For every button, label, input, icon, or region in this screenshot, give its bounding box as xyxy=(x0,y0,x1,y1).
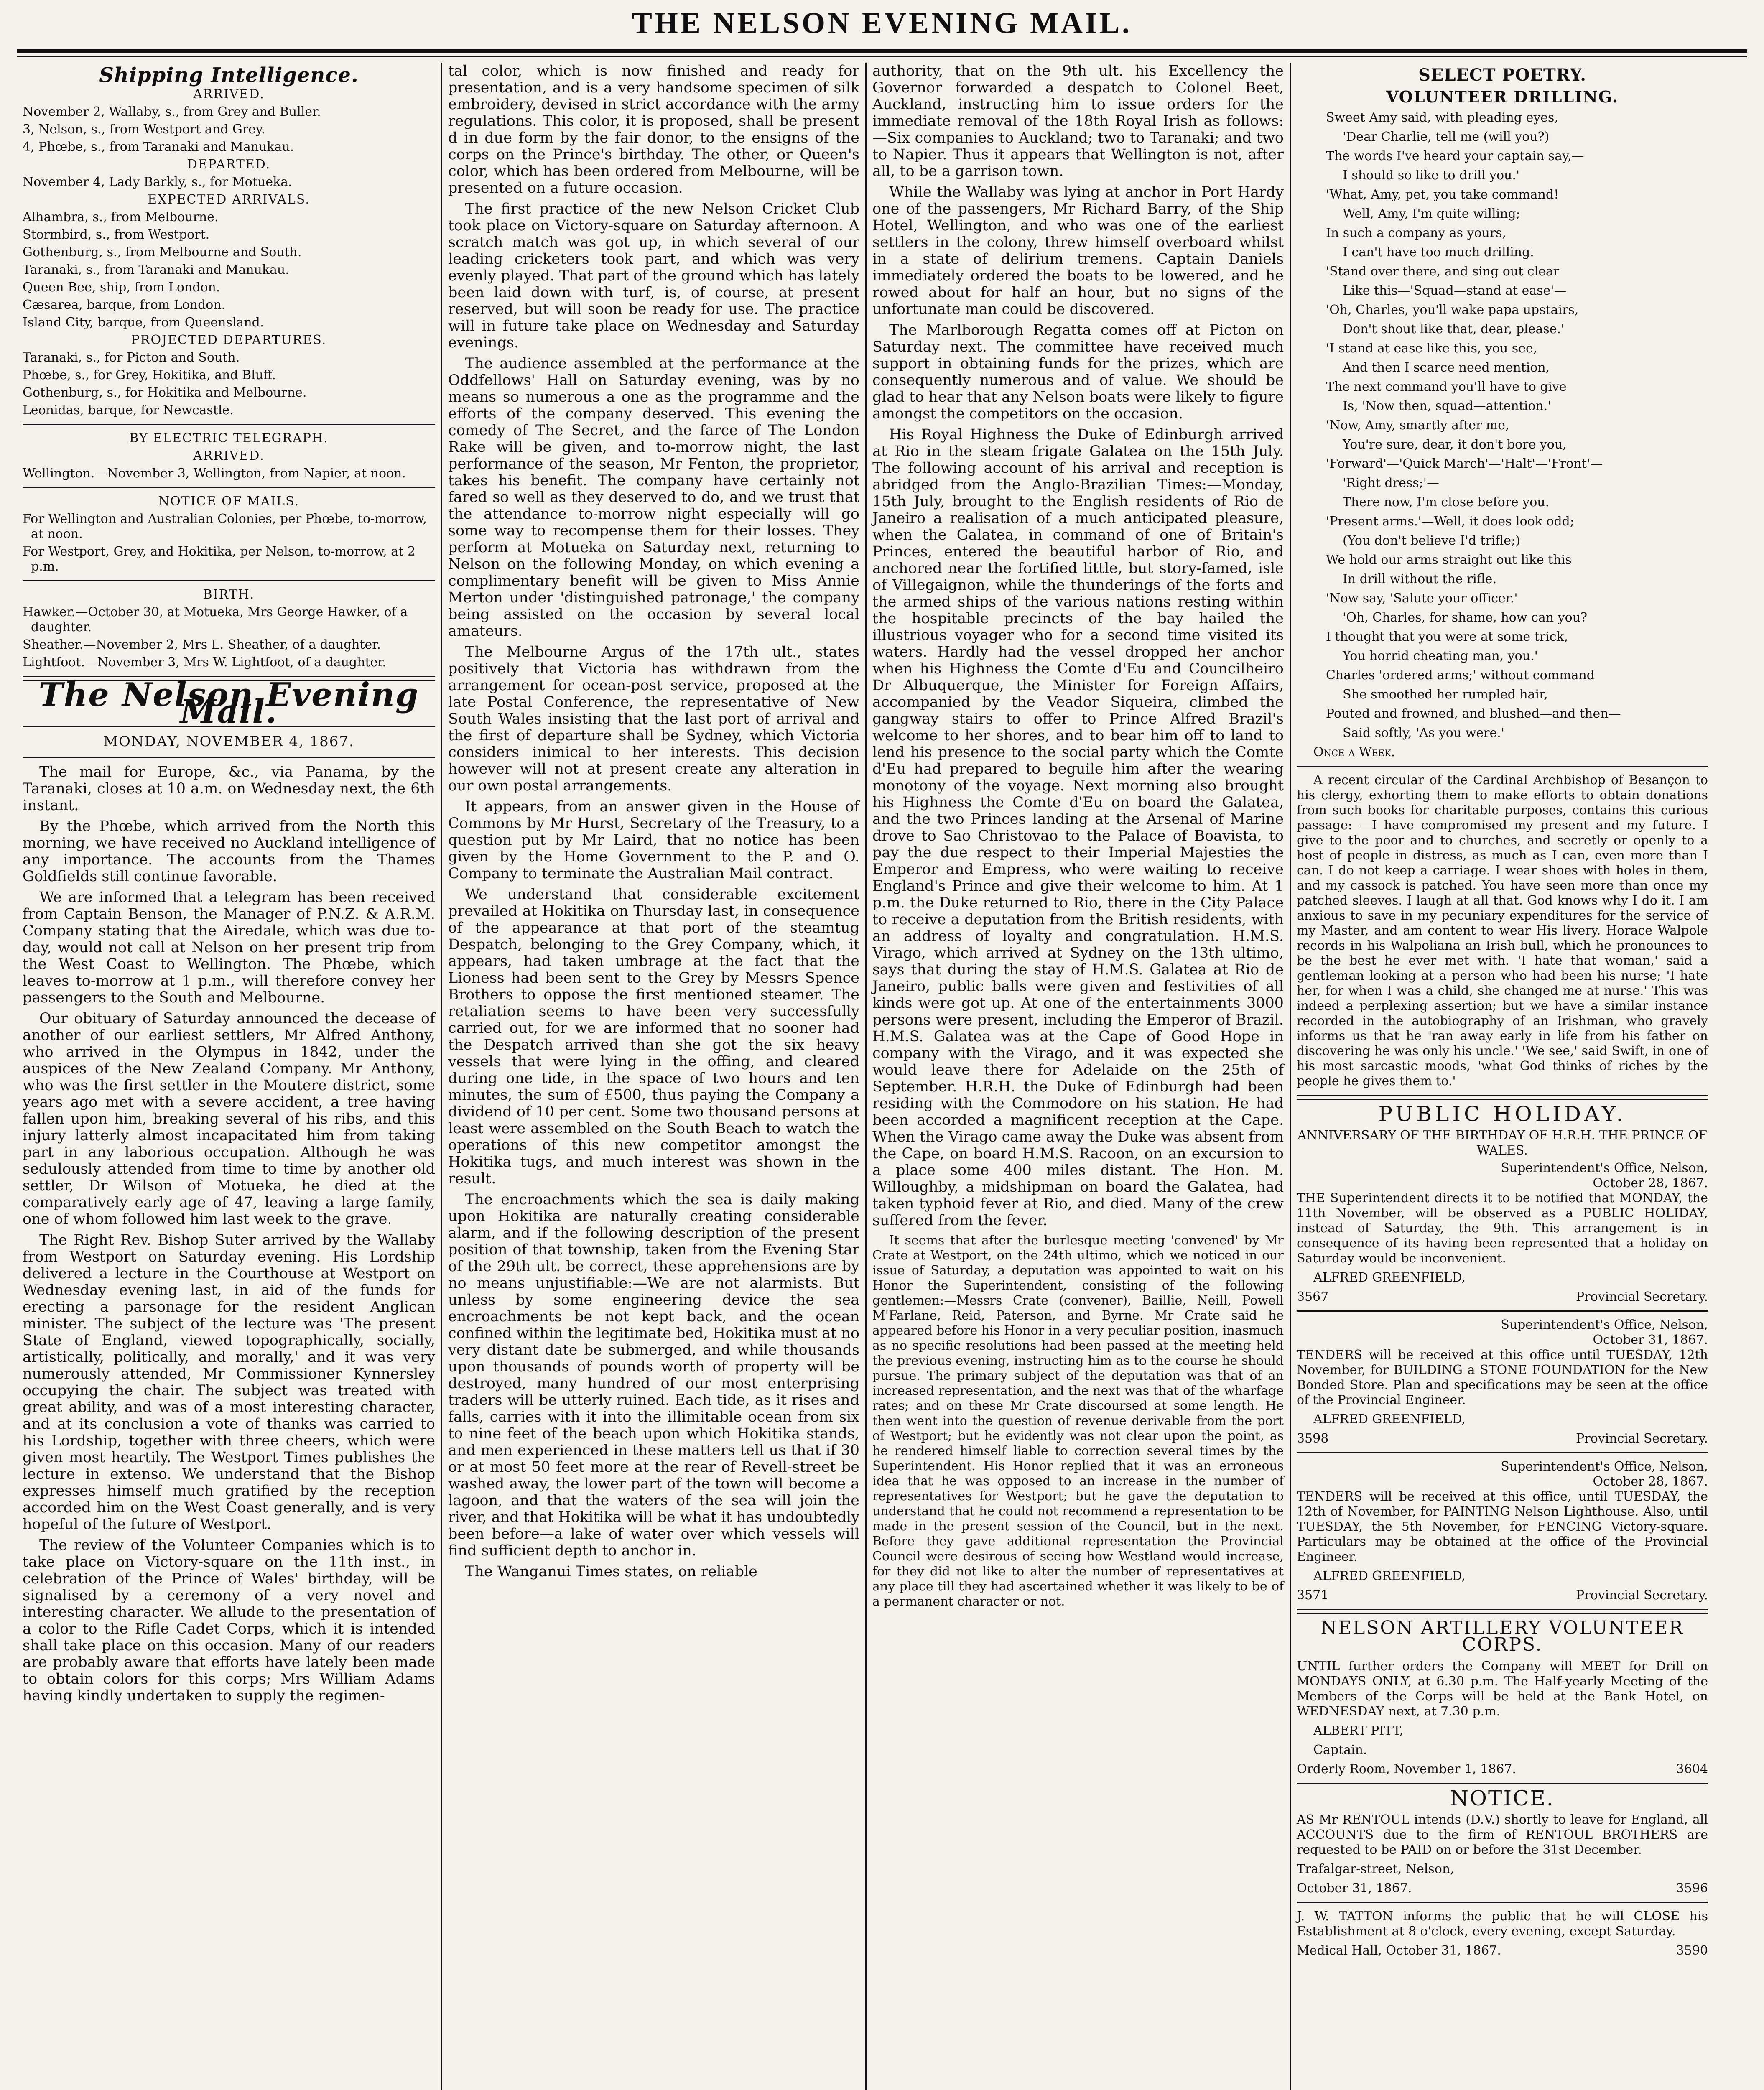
telegraph-heading: BY ELECTRIC TELEGRAPH. xyxy=(129,431,329,446)
poem-line: In such a company as yours, xyxy=(1326,226,1507,240)
mails-heading: NOTICE OF MAILS. xyxy=(158,494,300,509)
advert-footer xyxy=(1297,1290,1708,1305)
birth-item: Lightfoot.—November 3, Mrs W. Lightfoot, of a daughter. xyxy=(23,655,386,670)
issue-date: MONDAY, NOVEMBER 4, 1867. xyxy=(103,733,354,750)
poem-line: 'Present arms.'—Well, it does look odd; xyxy=(1326,514,1574,529)
advert-footer xyxy=(1297,1431,1708,1446)
artillery-heading: NELSON ARTILLERY VOLUNTEER CORPS. xyxy=(1320,1617,1684,1655)
advert-text: J. W. TATTON informs the public that he will CLOSE his Establishment at 8 o'clock, every evening, except Saturday. xyxy=(1297,1909,1708,1939)
poem-line: I can't have too much drilling. xyxy=(1343,245,1534,260)
poem-line: Sweet Amy said, with pleading eyes, xyxy=(1326,110,1558,125)
poem-line: (You don't believe I'd trifle;) xyxy=(1343,533,1520,548)
poem-line: 'Oh, Charles, you'll wake papa upstairs, xyxy=(1326,303,1579,317)
article-paragraph: The encroachments which the sea is daily making upon Hokitika are naturally creating considerable alarm, and if the following description of the present position of that township, taken from the Evening Star of the 29th ult. be correct, these apprehensions are by no means unjustifiable:—We are not alarmists. But unless by some engineering device the sea encroachments be not kept back, and the ocean confined within the legitimate bed, Hokitika must at no very distant date be submerged, and while thousands upon thousands of pounds worth of property will be destroyed, many hundred of our most enterprising traders will be utterly ruined. Each tide, as it rises and falls, carries with it into the illimitable ocean from six to nine feet of the beach upon which Hokitika stands, and men experienced in these matters tell us that if 30 or at most 50 feet more at the rear of Revell-street be washed away, the lower part of the town will become a lagoon, and that the waters of the sea will join the river, and that Hokitika will be what it has undoubtedly been before—a lake of water over which vessels will find sufficient depth to anchor in. xyxy=(448,1191,859,1559)
birth-item: Sheather.—November 2, Mrs L. Sheather, of a daughter. xyxy=(23,637,381,652)
poem-line: In drill without the rifle. xyxy=(1343,572,1497,586)
anecdote-paragraph: A recent circular of the Cardinal Archbishop of Besançon to his clergy, exhorting them to make efforts to obtain donations from such books for charitable purposes, contains this curious passage: —I have compromised my present and my future. I give to the poor and to churches, and secretly or openly to a host of people in distress, as much as I can, even more than I can. I do not keep a carriage. I wear shoes with holes in them, and my cassock is patched. You have seen more than once my patched sleeves. I laugh at all that. God knows why I do it. I am anxious to save in my pecuniary expenditures for the service of my Master, and am content to wear His livery. Horace Walpole records in his Walpoliana an Irish bull, which he pronounces to be the best he ever met with. 'I hate that woman,' said a gentleman looking at a person who had been his nurse; 'I hate her, for when I was a child, she changed me at nurse.' This was indeed a perplexing assertion; but we have a similar instance recorded in the autobiography of an Irishman, who gravely informs us that he 'ran away early in life from his father on discovering he was only his uncle.' 'We see,' said Swift, in one of his most sarcastic moods, 'what God thinks of riches by the people he gives them to.' xyxy=(1297,773,1708,1088)
public-holiday-subheading: ANNIVERSARY OF THE BIRTHDAY OF H.R.H. THE PRINCE OF WALES. xyxy=(1297,1128,1708,1158)
projected-item: Gothenburg, s., for Hokitika and Melbourne. xyxy=(23,385,307,400)
poem-line: 'Stand over there, and sing out clear xyxy=(1326,264,1560,279)
arrived-item: November 2, Wallaby, s., from Grey and Buller. xyxy=(23,104,321,119)
advert-rentoul xyxy=(1297,1812,1708,1896)
advert-footer xyxy=(1297,1588,1708,1603)
advert-signatory: ALBERT PITT, xyxy=(1313,1723,1403,1738)
divider xyxy=(23,487,435,488)
article-paragraph: The Right Rev. Bishop Suter arrived by the Wallaby from Westport on Saturday evening. His Lordship delivered a lecture in the Courthouse at Westport on Wednesday evening last, in aid of the funds for erecting a parsonage for the resident Anglican minister. The subject of the lecture was 'The present State of England, viewed topographically, socially, artistically, politically, and morally,' and it was very numerously attended, Mr Commissioner Kynnersley occupying the chair. The subject was treated with great ability, and was of a most interesting character, and at its conclusion a vote of thanks was carried to his Lordship, together with three cheers, which were given most heartily. The Westport Times publishes the lecture in extenso. We understand that the Bishop expresses himself much gratified by the reception accorded him on the West Coast generally, and is very hopeful of the future of Westport. xyxy=(23,1232,435,1533)
telegraph-arrived-heading: ARRIVED. xyxy=(193,449,265,463)
divider xyxy=(23,757,435,758)
advert-text: TENDERS will be received at this office until TUESDAY, 12th November, for BUILDING a STONE FOUNDATION for the New Bonded Store. Plan and specifications may be seen at the office of the Provincial Engineer. xyxy=(1297,1348,1708,1407)
poem-line: I should so like to drill you.' xyxy=(1343,168,1520,183)
projected-item: Leonidas, barque, for Newcastle. xyxy=(23,403,234,418)
columns xyxy=(17,63,1747,2090)
shipping-section xyxy=(23,87,435,670)
paper-nameplate: The Nelson Evening Mail. xyxy=(38,676,419,731)
advert-address: Trafalgar-street, Nelson, xyxy=(1297,1862,1454,1876)
article-paragraph: We understand that considerable excitement prevailed at Hokitika on Thursday last, in consequence of the appearance at that port of the steamtug Despatch, belonging to the Grey Company, which, it appears, had taken umbrage at the fact that the Lioness had been sent to the Grey by Messrs Spence Brothers to oppose the first mentioned steamer. The retaliation seems to have been very successfully carried out, for we are informed that no sooner had the Despatch arrived than she got the six heavy vessels that were lying in the offing, and cleared during one tide, in the space of two hours and ten minutes, the sum of £500, thus paying the Company a dividend of 10 per cent. Some two thousand persons at least were assembled on the South Beach to watch the operations of this new competitor amongst the Hokitika tugs, and much interest was shown in the result. xyxy=(448,886,859,1187)
public-holiday-heading: PUBLIC HOLIDAY. xyxy=(1378,1102,1626,1126)
poem-line: 'Oh, Charles, for shame, how can you? xyxy=(1343,610,1588,625)
poem-line: 'Now, Amy, smartly after me, xyxy=(1326,418,1509,433)
expected-heading: EXPECTED ARRIVALS. xyxy=(148,192,310,207)
poem-line: 'I stand at ease like this, you see, xyxy=(1326,341,1537,356)
divider xyxy=(1297,1452,1708,1453)
advert-text: AS Mr RENTOUL intends (D.V.) shortly to leave for England, all ACCOUNTS due to the firm of RENTOUL BROTHERS are requested to be PAID on or before the 31st December. xyxy=(1297,1812,1708,1857)
divider-double xyxy=(1297,1609,1708,1614)
article-paragraph: The first practice of the new Nelson Cricket Club took place on Victory-square on Saturday afternoon. A scratch match was got up, in which several of our leading cricketers took part, and which was very evenly played. That part of the ground which has lately been laid down with turf, is, of course, at present reserved, but will soon be ready for use. The practice will in future take place on Wednesday and Saturday evenings. xyxy=(448,201,859,351)
mails-item: For Westport, Grey, and Hokitika, per Nelson, to-morrow, at 2 p.m. xyxy=(23,544,416,574)
article-paragraph: The review of the Volunteer Companies which is to take place on Victory-square on the 11th inst., in celebration of the Prince of Wales' birthday, will be signalised by a ceremony of a very novel and interesting character. We allude to the presentation of a color to the Rifle Cadet Corps, which it is intended shall take place on this occasion. Many of our readers are probably aware that efforts have lately been made to obtain colors for this corps; Mrs William Adams having kindly undertaken to supply the regimen- xyxy=(23,1537,435,1704)
masthead-rule xyxy=(17,49,1747,53)
divider xyxy=(23,580,435,581)
advert-footer-text: Orderly Room, November 1, 1867. xyxy=(1297,1762,1516,1776)
advert-footer-text: Medical Hall, October 31, 1867. xyxy=(1297,1943,1501,1958)
advert-number: 3596 xyxy=(1676,1881,1708,1896)
advert-signatory: ALFRED GREENFIELD, xyxy=(1313,1270,1466,1285)
article-paragraph: The Marlborough Regatta comes off at Picton on Saturday next. The committee have received much support in obtaining funds for the prizes, which are consequently numerous and of value. We should be glad to hear that any Nelson boats were likely to figure amongst the competitors on the occasion. xyxy=(872,322,1284,422)
article-paragraph: The mail for Europe, &c., via Panama, by the Taranaki, closes at 10 a.m. on Wednesday next, the 6th instant. xyxy=(23,764,435,814)
poem-line: We hold our arms straight out like this xyxy=(1326,553,1572,567)
advert-signatory: ALFRED GREENFIELD, xyxy=(1313,1569,1466,1583)
column-1 xyxy=(17,63,441,2090)
mails-item: For Wellington and Australian Colonies, per Phœbe, to-morrow, at noon. xyxy=(23,512,427,541)
advert-date: October 31, 1867. xyxy=(1593,1333,1708,1347)
poem-line: 'What, Amy, pet, you take command! xyxy=(1326,187,1559,202)
departed-heading: DEPARTED. xyxy=(187,157,271,172)
divider xyxy=(1297,1783,1708,1784)
poem-line: 'Dear Charlie, tell me (will you?) xyxy=(1343,130,1550,144)
advert-signatory: ALFRED GREENFIELD, xyxy=(1313,1412,1466,1427)
advert-date: October 28, 1867. xyxy=(1593,1474,1708,1489)
birth-heading: BIRTH. xyxy=(203,587,255,602)
advert-footer xyxy=(1297,1881,1708,1896)
advert-role: Captain. xyxy=(1313,1743,1367,1757)
article-paragraph: The Wanganui Times states, on reliable xyxy=(465,1563,757,1580)
article-paragraph: We are informed that a telegram has been received from Captain Benson, the Manager of P.N.Z. & A.R.M. Company stating that the Airedale, which was due to-day, would not call at Nelson on her present trip from the West Coast to Wellington. The Phœbe, which leaves to-morrow at 1 p.m., will therefore convey her passengers to the South and Melbourne. xyxy=(23,889,435,1006)
article-paragraph: By the Phœbe, which arrived from the North this morning, we have received no Auckland intelligence of any importance. The accounts from the Thames Goldfields still continue favorable. xyxy=(23,818,435,885)
advert-office: Superintendent's Office, Nelson, xyxy=(1501,1318,1708,1332)
poem-line: The next command you'll have to give xyxy=(1326,380,1567,394)
expected-item: Gothenburg, s., from Melbourne and South. xyxy=(23,245,302,260)
expected-item: Taranaki, s., from Taranaki and Manukau. xyxy=(23,263,289,277)
advert-office: Superintendent's Office, Nelson, xyxy=(1501,1161,1708,1175)
poem xyxy=(1297,110,1708,760)
poem-line: 'Right dress;'— xyxy=(1343,476,1439,490)
article-paragraph: It seems that after the burlesque meeting 'convened' by Mr Crate at Westport, on the 24th ultimo, which we noticed in our issue of Saturday, a deputation was appointed to wait on his Honor the Superintendent, consisting of the following gentlemen:—Messrs Crate (convener), Baillie, Neill, Powell M'Farlane, Reid, Paterson, and Byrne. Mr Crate said he appeared before his Honor in a very peculiar position, inasmuch as no specific resolutions had been passed at the meeting held the previous evening, instructing him as to the course he should pursue. The primary subject of the deputation was that of an increased representation, and the next was that of the wharfage rates; and on these Mr Crate discoursed at some length. He then went into the question of revenue derivable from the port of Westport; but he evidently was not clear upon the point, as he rendered himself liable to correction several times by the Superintendent. His Honor replied that it was an erroneous idea that he was opposed to an increase in the number of representatives for Westport; but he gave the deputation to understand that he could not recommend a representation to be made in the present session of the Council, but in the next. Before they gave additional representation the Provincial Council were desirous of seeing how Westland would increase, for they did not like to alter the number of representatives at any place till they had ascertained whether it was likely to be of a permanent character or not. xyxy=(872,1233,1284,1609)
article-paragraph: authority, that on the 9th ult. his Excellency the Governor forwarded a despatch to Colonel Beet, Auckland, instructing him to issue orders for the immediate removal of the 18th Royal Irish as follows:—Six companies to Auckland; two to Taranaki; and two to Napier. Thus it appears that Wellington is not, after all, to be a garrison town. xyxy=(872,63,1284,180)
divider xyxy=(1297,766,1708,767)
column-3 xyxy=(865,63,1290,2090)
expected-item: Queen Bee, ship, from London. xyxy=(23,280,220,295)
advert-office: Superintendent's Office, Nelson, xyxy=(1501,1459,1708,1474)
advert-footer xyxy=(1297,1943,1708,1958)
divider-double xyxy=(1297,1095,1708,1100)
poem-line: Don't shout like that, dear, please.' xyxy=(1343,322,1565,336)
advert-text: TENDERS will be received at this office, until TUESDAY, the 12th of November, for PAINTING Nelson Lighthouse. Also, until TUESDAY, the 5th November, for FENCING Victory-square. Particulars may be obtained at the office of the Provincial Engineer. xyxy=(1297,1489,1708,1564)
poem-title: VOLUNTEER DRILLING. xyxy=(1386,87,1619,106)
expected-item: Island City, barque, from Queensland. xyxy=(23,315,264,330)
poem-line: There now, I'm close before you. xyxy=(1343,495,1550,510)
poem-line: She smoothed her rumpled hair, xyxy=(1343,687,1548,702)
masthead-rule-thin xyxy=(17,56,1747,57)
advert-text: UNTIL further orders the Company will MEET for Drill on MONDAYS ONLY, at 6.30 p.m. The Half-yearly Meeting of the Members of the Corps will be held at the Bank Hotel, on WEDNESDAY next, at 7.30 p.m. xyxy=(1297,1659,1708,1719)
departed-item: November 4, Lady Barkly, s., for Motueka. xyxy=(23,175,292,189)
article-paragraph: While the Wallaby was lying at anchor in Port Hardy one of the passengers, Mr Richard Barry, of the Ship Hotel, Wellington, and who was one of the earliest settlers in the colony, threw himself overboard whilst in a state of delirium tremens. Captain Daniels immediately ordered the boats to be lowered, and he rowed about for half an hour, but no signs of the unfortunate man could be discovered. xyxy=(872,184,1284,318)
arrived-item: 3, Nelson, s., from Westport and Grey. xyxy=(23,122,265,137)
divider xyxy=(1297,1310,1708,1312)
advert-role: Provincial Secretary. xyxy=(1576,1431,1708,1446)
poem-line: Charles 'ordered arms;' without command xyxy=(1326,668,1595,683)
poem-line: And then I scarce need mention, xyxy=(1343,360,1550,375)
advert-number: 3604 xyxy=(1676,1762,1708,1776)
article-paragraph: The Melbourne Argus of the 17th ult., states positively that Victoria has withdrawn from the arrangement for ocean-post service, proposed at the late Postal Conference, the representative of New South Wales insisting that the last port of arrival and the first of departure shall be Sydney, which Victoria considers inimical to her interests. This decision however will not at present create any alteration in our own postal arrangements. xyxy=(448,644,859,794)
projected-item: Taranaki, s., for Picton and South. xyxy=(23,350,240,365)
arrived-item: 4, Phœbe, s., from Taranaki and Manukau. xyxy=(23,140,294,154)
expected-item: Stormbird, s., from Westport. xyxy=(23,227,210,242)
advert-tender-lighthouse xyxy=(1297,1459,1708,1603)
poem-line: Like this—'Squad—stand at ease'— xyxy=(1343,283,1567,298)
poem-line: Pouted and frowned, and blushed—and then— xyxy=(1326,706,1621,721)
poem-line: 'Now say, 'Salute your officer.' xyxy=(1326,591,1518,606)
article-paragraph: Our obituary of Saturday announced the decease of another of our earliest settlers, Mr Alfred Anthony, who arrived in the Olympus in 1842, under the auspices of the New Zealand Company. Mr Anthony, who was the first settler in the Moutere district, some years ago met with a severe accident, a tree having fallen upon him, breaking several of his ribs, and this injury latterly almost incapacitated him from taking part in any laborious occupation. Although he was sedulously attended from time to time by another old settler, Dr Wilson of Motueka, he died at the comparatively early age of 47, leaving a large family, one of whom followed him last week to the grave. xyxy=(23,1010,435,1228)
poem-line: 'Forward'—'Quick March'—'Halt'—'Front'— xyxy=(1326,456,1603,471)
advert-number: 3590 xyxy=(1676,1943,1708,1958)
poem-source: Once a Week. xyxy=(1313,745,1395,760)
advert-number: 3571 xyxy=(1297,1588,1329,1603)
masthead-title: THE NELSON EVENING MAIL. xyxy=(632,6,1132,40)
advert-date: October 28, 1867. xyxy=(1593,1176,1708,1190)
divider xyxy=(23,424,435,425)
poetry-heading: SELECT POETRY. xyxy=(1418,65,1587,85)
poem-line: The words I've heard your captain say,— xyxy=(1326,149,1584,163)
advert-tender-foundation xyxy=(1297,1318,1708,1446)
masthead xyxy=(0,0,1764,63)
expected-item: Cæsarea, barque, from London. xyxy=(23,298,226,312)
advert-role: Provincial Secretary. xyxy=(1576,1290,1708,1304)
projected-item: Phœbe, s., for Grey, Hokitika, and Bluff. xyxy=(23,368,276,382)
expected-item: Alhambra, s., from Melbourne. xyxy=(23,210,219,224)
advert-public-holiday xyxy=(1297,1161,1708,1305)
arrived-heading: ARRIVED. xyxy=(193,87,265,102)
advert-number: 3598 xyxy=(1297,1431,1329,1446)
article-paragraph: His Royal Highness the Duke of Edinburgh arrived at Rio in the steam frigate Galatea on the 15th July. The following account of his arrival and reception is abridged from the Anglo-Brazilian Times:—Monday, 15th July, brought to the English residents of Rio de Janeiro a realisation of a much anticipated pleasure, when the Galatea, in command of one of Britain's Princes, entered the beautiful harbor of Rio, and anchored near the fortified little, but story-famed, isle of Villegaignon, while the thunderings of the forts and the armed ships of the various nations resting within the hospitable precincts of the bay hailed the illustrious voyager who for a second time visited its waters. Hardly had the vessel dropped her anchor when his Highness the Comte d'Eu and Councilheiro Dr Albuquerque, the Minister for Foreign Affairs, accompanied by the Veador Siqueira, climbed the gangway stairs to offer to Prince Alfred Brazil's welcome to her shores, and to bear him off to land to lend his presence to the social party which the Comte d'Eu had prepared to beguile him after the wearing monotony of the voyage. Next morning also brought his Highness the Comte d'Eu on board the Galatea, and the two Princes landing at the Arsenal of Marine drove to Sao Christovao to the Palace of Boavista, to pay the due respect to their Imperial Majesties the Emperor and Empress, who were waiting to receive England's Prince and give their welcome to him. At 1 p.m. the Duke returned to Rio, there in the City Palace to receive a deputation from the British residents, with an address of loyalty and congratulation. H.M.S. Virago, which arrived at Sydney on the 13th ultimo, says that during the stay of H.M.S. Galatea at Rio de Janeiro, public balls were given and festivities of all kinds were got up. At one of the entertainments 3000 persons were present, including the Emperor of Brazil. H.M.S. Galatea was at the Cape of Good Hope in company with the Virago, and it was expected she would leave there for Adelaide on the 25th of September. H.R.H. the Duke of Edinburgh had been residing with the Commodore on his station. He had been accorded a magnificent reception at the Cape. When the Virago came away the Duke was absent from the Cape, on board H.M.S. Racoon, on an excursion to a place some 400 miles distant. The Hon. M. Willoughby, a midshipman on board the Galatea, had taken typhoid fever at Rio, and died. Many of the crew suffered from the fever. xyxy=(872,426,1284,1229)
advert-artillery xyxy=(1297,1659,1708,1777)
poem-line: I thought that you were at some trick, xyxy=(1326,630,1568,644)
poem-line: Said softly, 'As you were.' xyxy=(1343,726,1505,740)
column-2 xyxy=(441,63,865,2090)
advert-tatton xyxy=(1297,1909,1708,1958)
notice-heading: NOTICE. xyxy=(1450,1786,1555,1810)
advert-footer xyxy=(1297,1762,1708,1777)
shipping-heading: Shipping Intelligence. xyxy=(99,64,359,87)
column-4 xyxy=(1290,63,1714,2090)
divider xyxy=(1297,1902,1708,1903)
projected-heading: PROJECTED DEPARTURES. xyxy=(131,333,327,347)
birth-item: Hawker.—October 30, at Motueka, Mrs George Hawker, of a daughter. xyxy=(23,605,408,635)
poem-line: You're sure, dear, it don't bore you, xyxy=(1343,437,1567,452)
poem-line: You horrid cheating man, you.' xyxy=(1343,649,1538,663)
article-paragraph: The audience assembled at the performance at the Oddfellows' Hall on Saturday evening, was by no means so numerous a one as the programme and the efforts of the company deserved. This evening the comedy of The Secret, and the farce of The London Rake will be given, and to-morrow night, the last performance of the season, Mr Fenton, the proprietor, takes his benefit. The company have certainly not fared so well as they deserved to do, and we trust that the attendance to-morrow night especially will go some way to recompense them for their losses. They perform at Motueka on Saturday next, returning to Nelson on the following Monday, on which evening a complimentary benefit will be given to Miss Annie Merton under 'distinguished patronage,' the company being assisted on the occasion by several local amateurs. xyxy=(448,355,859,640)
poem-line: Is, 'Now then, squad—attention.' xyxy=(1343,399,1551,413)
advert-number: 3567 xyxy=(1297,1290,1329,1304)
article-paragraph: tal color, which is now finished and ready for presentation, and is a very handsome specimen of silk embroidery, devised in strict accordance with the army regulations. This color, it is proposed, shall be present d in due form by the fair donor, to the ensigns of the corps on the Prince's birthday. The other, or Queen's color, which has been ordered from Melbourne, will be presented on a future occasion. xyxy=(448,63,859,196)
poem-line: Well, Amy, I'm quite willing; xyxy=(1343,206,1520,221)
article-paragraph: It appears, from an answer given in the House of Commons by Mr Hurst, Secretary of the Treasury, to a question put by Mr Laird, that no notice has been given by the Home Government to the P. and O. Company to terminate the Australian Mail contract. xyxy=(448,798,859,882)
advert-text: THE Superintendent directs it to be notified that MONDAY, the 11th November, will be observed as a PUBLIC HOLIDAY, instead of Saturday, the 9th. This arrangement is in consequence of its having been represented that a holiday on Saturday would be inconvenient. xyxy=(1297,1191,1708,1266)
telegraph-item: Wellington.—November 3, Wellington, from Napier, at noon. xyxy=(23,466,406,481)
advert-role: Provincial Secretary. xyxy=(1576,1588,1708,1603)
advert-date: October 31, 1867. xyxy=(1297,1881,1412,1896)
